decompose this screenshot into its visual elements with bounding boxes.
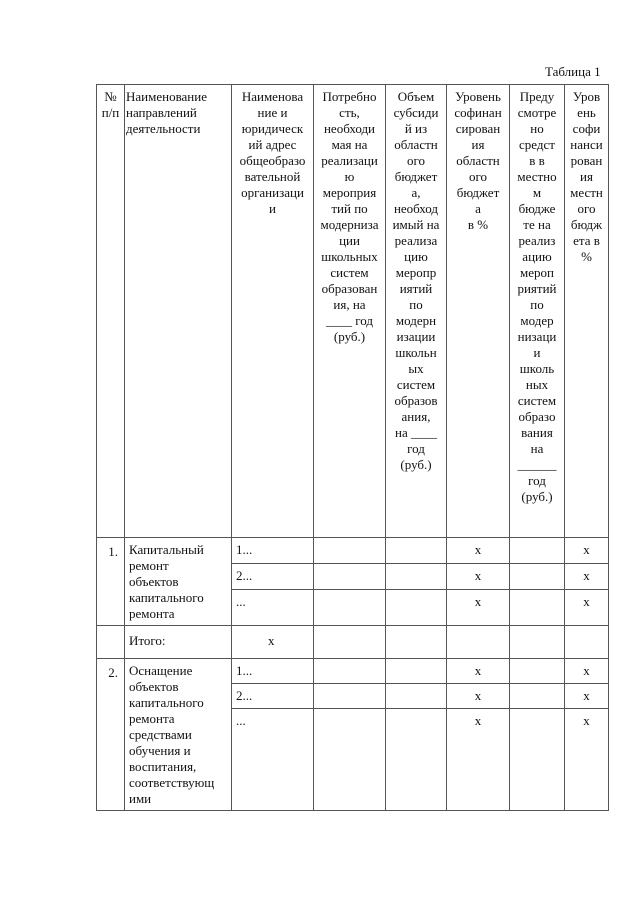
cofinance-mark: х	[447, 659, 510, 684]
cell	[314, 590, 386, 626]
org-cell: 2...	[232, 564, 314, 590]
header-cell: Потребно сть, необходи мая на реализаци ю мероприя тий по модерниза ции школьных систем образован ия, на ____ год (руб.)	[314, 85, 386, 538]
table-row	[97, 659, 609, 684]
org-cell: 2...	[232, 683, 314, 708]
local-cofinance-mark: х	[565, 564, 609, 590]
org-cell: 1...	[232, 538, 314, 564]
activity-name: Оснащение объектов капитального ремонта средствами обучения и воспитания, соответствующ ими	[125, 659, 232, 811]
header-cell: Уров ень софи нанси рован ия местн ого бюдж ета в %	[565, 85, 609, 538]
header-cell: Объем субсиди й из областн ого бюджет а, необход имый на реализа цию меропр иятий по модерн изации школьн ых систем образов ания, на ____ год (руб.)	[386, 85, 447, 538]
cell	[510, 683, 565, 708]
cell	[314, 683, 386, 708]
local-cofinance-mark: х	[565, 538, 609, 564]
cell	[386, 538, 447, 564]
cell	[447, 626, 510, 659]
cell	[386, 626, 447, 659]
cell	[314, 708, 386, 810]
header-cell: № п/п	[97, 85, 125, 538]
header-row	[97, 85, 609, 538]
cofinance-mark: х	[447, 683, 510, 708]
header-cell: Уровень софинан сирован ия областн ого бюджет а в %	[447, 85, 510, 538]
cell	[314, 538, 386, 564]
cofinance-mark: х	[447, 708, 510, 810]
table-caption: Таблица 1	[545, 64, 601, 79]
cell	[314, 564, 386, 590]
cell	[510, 708, 565, 810]
cell	[386, 564, 447, 590]
cofinance-mark: х	[447, 538, 510, 564]
org-cell: 1...	[232, 659, 314, 684]
header-cell: Наименова ние и юридическ ий адрес общеобразо вательной организаци и	[232, 85, 314, 538]
cell	[386, 659, 447, 684]
cell	[386, 590, 447, 626]
cell	[510, 538, 565, 564]
total-row	[97, 626, 609, 659]
cell	[97, 626, 125, 659]
local-cofinance-mark: х	[565, 659, 609, 684]
header-cell: Преду смотре но средст в в местно м бюдже те на реализ ацию мероп риятий по модер низаци и школь ных систем образо вания на ______ год (руб.)	[510, 85, 565, 538]
cell	[386, 683, 447, 708]
local-cofinance-mark: х	[565, 708, 609, 810]
cofinance-mark: х	[447, 590, 510, 626]
cell	[314, 626, 386, 659]
cell	[510, 590, 565, 626]
total-mark: х	[232, 626, 314, 659]
local-cofinance-mark: х	[565, 683, 609, 708]
activity-name: Капитальный ремонт объектов капитального ремонта	[125, 538, 232, 626]
cell	[510, 564, 565, 590]
org-cell: ...	[232, 708, 314, 810]
total-label: Итого:	[125, 626, 232, 659]
row-number: 1.	[97, 538, 125, 626]
local-cofinance-mark: х	[565, 590, 609, 626]
cell	[510, 626, 565, 659]
cell	[565, 626, 609, 659]
org-cell: ...	[232, 590, 314, 626]
header-cell: Наименование направлений деятельности	[125, 85, 232, 538]
table-row	[97, 538, 609, 564]
cofinance-mark: х	[447, 564, 510, 590]
cell	[314, 659, 386, 684]
subsidy-table	[96, 84, 609, 811]
row-number: 2.	[97, 659, 125, 811]
cell	[386, 708, 447, 810]
cell	[510, 659, 565, 684]
